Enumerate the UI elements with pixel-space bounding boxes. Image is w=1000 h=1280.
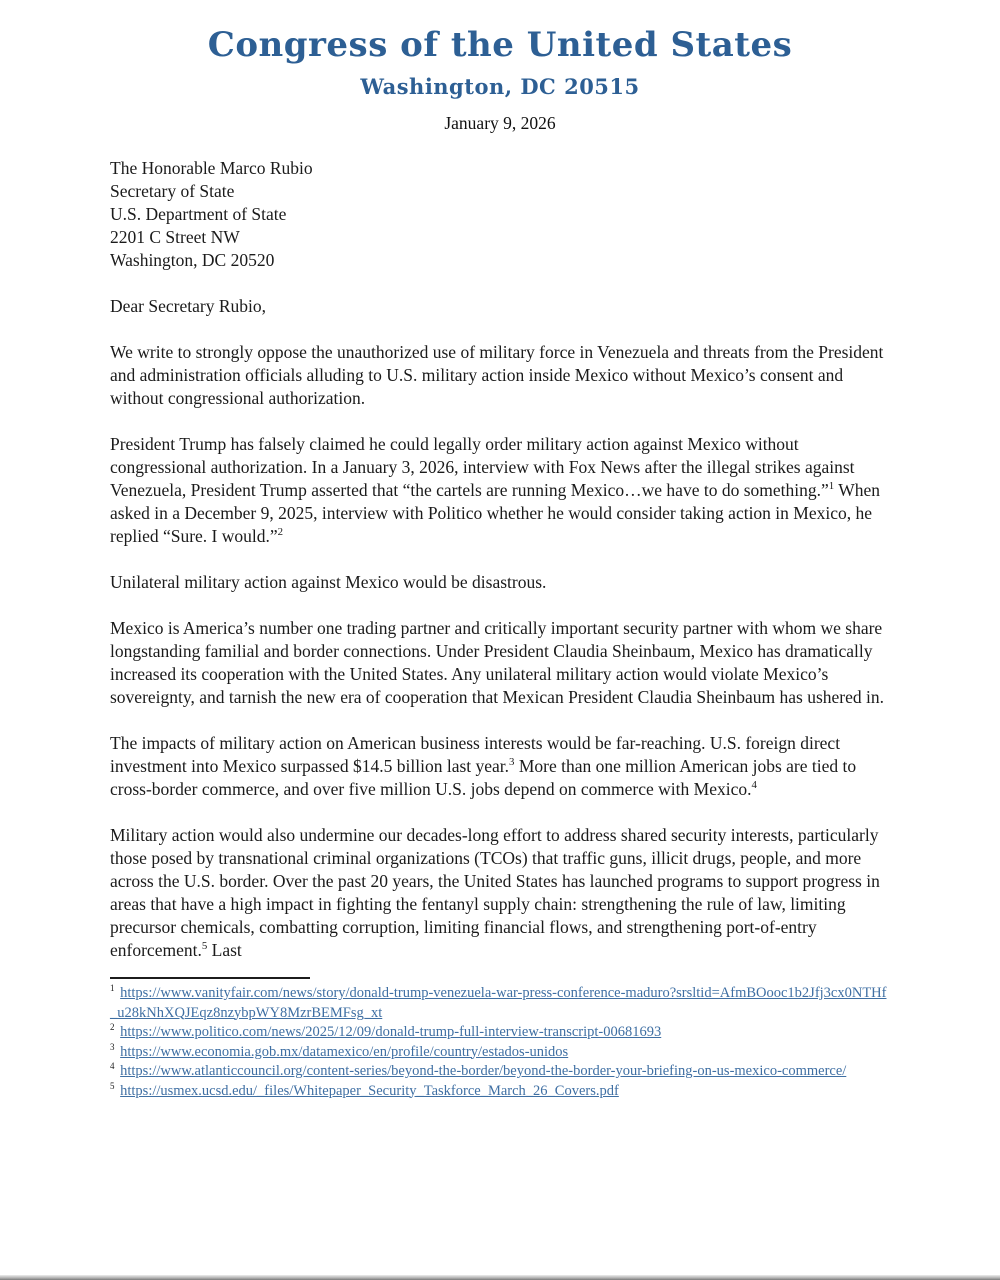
letter-content — [110, 157, 890, 1101]
recipient-line: The Honorable Marco Rubio — [110, 158, 313, 178]
body-paragraph: The impacts of military action on American business interests would be far-reaching. U.S. foreign direct investment into Mexico surpassed $14.5 billion last year.$^3$ More than one million American jobs are tied to cross-border commerce, and over five million U.S. jobs depend on commerce with Mexico.$^4$ — [110, 733, 857, 799]
footnote-link[interactable]: https://www.atlanticcouncil.org/content-series/beyond-the-border/beyond-the-border-your-briefing-on-us-mexico-commerce/ — [120, 1063, 847, 1079]
footnote-number: 2 — [110, 1022, 115, 1033]
footnote-ref: 4 — [751, 779, 757, 792]
footnote-section — [110, 977, 890, 1101]
body-paragraph: Military action would also undermine our decades-long effort to address shared security interests, particularly those posed by transnational criminal organizations (TCOs) that traffic guns, illicit drugs, people, and more across the U.S. border. Over the past 20 years, the United States has launched programs to support progress in areas that have a high impact in fighting the fentanyl supply chain: strengthening the rule of law, limiting precursor chemicals, combatting corruption, limiting financial flows, and strengthening port-of-entry enforcement.$^5$ Last — [110, 825, 880, 960]
footnote-ref: 5 — [201, 940, 208, 953]
footnote-link[interactable]: https://www.vanityfair.com/news/story/donald-trump-venezuela-war-press-conference-maduro?srsltid=AfmBOooc1b2Jfj3cx0NTHf_u28kNhXQJEqz8nzybpWY8MzrBEMFsg_xt — [110, 985, 887, 1021]
recipient-line: 2201 C Street NW — [110, 227, 240, 247]
letter-body — [110, 341, 890, 962]
recipient-line: Washington, DC 20520 — [110, 250, 275, 270]
footnote-link[interactable]: https://www.economia.gob.mx/datamexico/en/profile/country/estados-unidos — [120, 1043, 569, 1060]
salutation: Dear Secretary Rubio, — [110, 296, 266, 316]
recipient-line: U.S. Department of State — [110, 204, 287, 224]
body-paragraph: We write to strongly oppose the unauthorized use of military force in Venezuela and threats from the President and administration officials alluding to U.S. military action inside Mexico without Mexico’s consent and without congressional authorization. — [110, 342, 884, 408]
recipient-block — [110, 157, 890, 272]
letterhead-subtitle: Washington, DC 20515 — [360, 74, 640, 99]
footnote-number: 1 — [110, 983, 115, 994]
body-paragraph: Mexico is America’s number one trading partner and critically important security partner with whom we share longstanding familial and border connections. Under President Claudia Sheinbaum, Mexico has dramatically increased its cooperation with the United States. Any unilateral military action would violate Mexico’s sovereignty, and tarnish the new era of cooperation that Mexican President Claudia Sheinbaum has ushered in. — [110, 618, 884, 707]
recipient-line: Secretary of State — [110, 181, 235, 201]
letter-date: January 9, 2026 — [444, 113, 556, 133]
footnote-item — [110, 984, 890, 1023]
letterhead-title: Congress of the United States — [207, 25, 793, 65]
footnote-number: 5 — [110, 1080, 115, 1091]
footnote-item — [110, 1082, 890, 1102]
footnote-item — [110, 1043, 890, 1063]
footnote-item — [110, 1062, 890, 1082]
body-paragraph: President Trump has falsely claimed he could legally order military action against Mexico without congressional authorization. In a January 3, 2026, interview with Fox News after the illegal strikes against Venezuela, President Trump asserted that “the cartels are running Mexico…we have to do something.”$^1$ When asked in a December 9, 2025, interview with Politico whether he would consider taking action in Mexico, he replied “Sure. I would.”$^2$ — [110, 434, 881, 546]
footnote-ref: 3 — [509, 756, 515, 769]
letterhead — [0, 0, 1000, 135]
footnote-link[interactable]: https://usmex.ucsd.edu/_files/Whitepaper_Security_Taskforce_March_26_Covers.pdf — [120, 1082, 619, 1099]
footnote-list — [110, 984, 890, 1101]
footnote-link[interactable]: https://www.politico.com/news/2025/12/09/donald-trump-full-interview-transcript-00681693 — [120, 1024, 662, 1040]
footnote-ref: 2 — [277, 526, 284, 539]
body-paragraph: Unilateral military action against Mexico would be disastrous. — [110, 572, 547, 592]
footnote-divider — [110, 977, 310, 979]
footnote-number: 4 — [110, 1061, 115, 1072]
footnote-item — [110, 1023, 890, 1043]
page-bottom-edge — [0, 1275, 1000, 1280]
footnote-number: 3 — [110, 1041, 115, 1052]
footnote-ref: 1 — [828, 480, 835, 493]
